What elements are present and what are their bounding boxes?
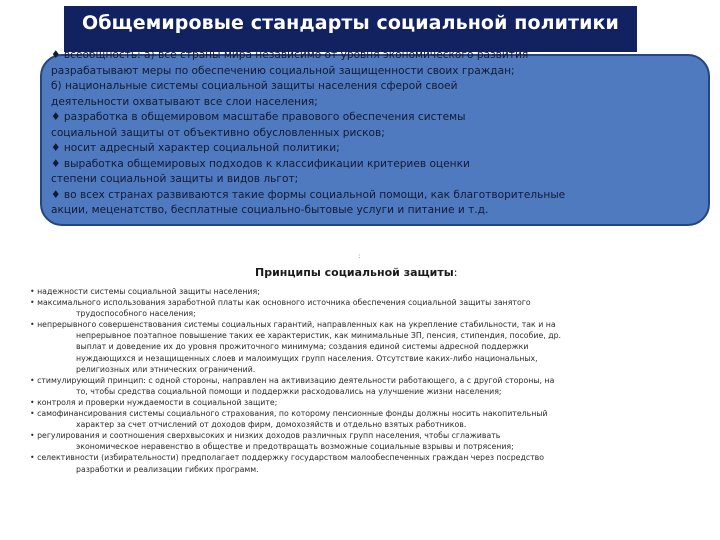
principle-line: • контроля и проверки нуждаемости в социальной защите; bbox=[30, 397, 278, 407]
standards-line: б) национальные системы социальной защиты населения сферой своей bbox=[51, 80, 458, 92]
standards-line: ♦ выработка общемировых подходов к классификации критериев оценки bbox=[51, 157, 470, 170]
principle-item bbox=[30, 452, 690, 474]
principle-line: разработки и реализации гибких программ. bbox=[76, 464, 259, 474]
principle-item bbox=[30, 297, 690, 319]
principle-line: • максимального использования заработной платы как основного источника обеспечения социальной защиты занятого bbox=[30, 298, 531, 308]
principle-line: • самофинансирования системы социального страхования, по которому пенсионные фонды должны носить накопительный bbox=[30, 409, 548, 419]
standards-line: деятельности охватывают все слои населения; bbox=[51, 95, 318, 108]
principle-line: трудоспособного населения; bbox=[76, 309, 196, 319]
principle-item bbox=[30, 375, 690, 397]
principle-item bbox=[30, 430, 690, 452]
principle-line: • регулирования и соотношения сверхвысоких и низких доходов различных групп населения, чтобы сглаживать bbox=[30, 431, 501, 441]
principle-item bbox=[30, 397, 690, 408]
principles-heading-bold: Принципы социальной защиты bbox=[255, 266, 454, 279]
standards-line: акции, меценатство, бесплатные социально-бытовые услуги и питание и т.д. bbox=[51, 204, 489, 216]
standards-line: разрабатывают меры по обеспечению социальной защищенности своих граждан; bbox=[51, 64, 515, 77]
principle-line: выплат и доведение их до уровня прожиточного минимума; создания единой системы адресной поддержки bbox=[76, 342, 529, 352]
standards-text bbox=[51, 48, 691, 219]
principles-heading-rest: : bbox=[453, 266, 458, 279]
principle-line: характер за счет отчислений от доходов фирм, домохозяйств и отдельно взятых работников. bbox=[76, 420, 467, 430]
standards-line: ♦ во всех странах развиваются такие формы социальной помощи, как благотворительные bbox=[51, 188, 566, 201]
standards-line: ♦ всеобщность: а) все страны мира независимо от уровня экономического развития bbox=[51, 49, 529, 61]
principles-list bbox=[30, 286, 690, 475]
principle-line: то, чтобы средства социальной помощи и поддержки расходовались на улучшение жизни населения; bbox=[76, 386, 502, 396]
principle-item bbox=[30, 319, 690, 374]
principle-line: непрерывное поэтапное повышение таких ее характеристик, как минимальные ЗП, пенсия, стипендия, пособие, др. bbox=[76, 331, 562, 341]
principle-item bbox=[30, 286, 690, 297]
small-mark: : bbox=[358, 252, 361, 260]
principle-line: нуждающихся и незащищенных слоев и малоимущих групп населения. Отсутствие каких-либо национальных, bbox=[76, 353, 538, 363]
standards-line: социальной защиты от объективно обусловленных рисков; bbox=[51, 126, 385, 139]
slide-title: Общемировые стандарты социальной политики bbox=[82, 12, 619, 34]
standards-line: степени социальной защиты и видов льгот; bbox=[51, 173, 299, 185]
principle-line: экономическое неравенство в обществе и предотвращать возможные социальные взрывы и потрясения; bbox=[76, 442, 514, 452]
standards-line: ♦ разработка в общемировом масштабе правового обеспечения системы bbox=[51, 111, 466, 123]
principle-item bbox=[30, 408, 690, 430]
principle-line: • селективности (избирательности) предполагает поддержку государством малообеспеченных граждан через посредство bbox=[30, 453, 545, 463]
principle-line: религиозных или этнических ограничений. bbox=[76, 364, 256, 374]
principle-line: • непрерывного совершенствования системы социальных гарантий, направленных как на укрепление стабильности, так и на bbox=[30, 320, 556, 330]
principles-heading bbox=[255, 266, 475, 280]
principle-line: • стимулирующий принцип: с одной стороны, направлен на активизацию деятельности работающего, а с другой стороны, на bbox=[30, 375, 555, 385]
standards-line: ♦ носит адресный характер социальной политики; bbox=[51, 142, 340, 154]
principle-line: • надежности системы социальной защиты населения; bbox=[30, 287, 260, 296]
